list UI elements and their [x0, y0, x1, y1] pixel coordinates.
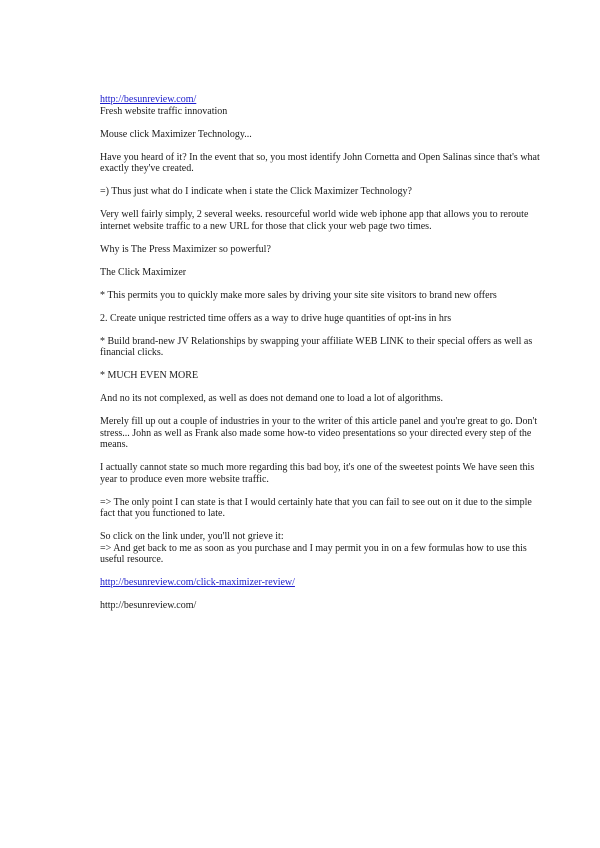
bullet-sales: * This permits you to quickly make more sales by driving your site site visitors to brand new offers	[100, 289, 497, 301]
review-link[interactable]: http://besunreview.com/click-maximizer-review/	[100, 577, 295, 588]
bullet-more: * MUCH EVEN MORE	[100, 370, 199, 381]
tagline: Fresh website traffic innovation	[100, 105, 228, 117]
paragraph-not-complex: And no its not complexed, as well as does not demand one to load a lot of algorithms.	[100, 393, 443, 404]
paragraph-explanation: Very well fairly simply, 2 several weeks. resourceful world wide web iphone app that allows you to reroute internet website traffic to a new URL for those that click your web page two times.	[100, 209, 529, 232]
article-body	[100, 94, 542, 623]
closing-line-2: => And get back to me as soon as you purchase and I may permit you in on a few formulas how to use this useful resource.	[100, 542, 527, 565]
paragraph-heard-of-it: Have you heard of it? In the event that so, you most identify John Cornetta and Open Salinas since that's what exactly they've created.	[100, 151, 540, 174]
header-link[interactable]: http://besunreview.com/	[100, 94, 197, 105]
paragraph-fill-up: Merely fill up out a couple of industries in your to the writer of this article panel and you're great to go. Don't stress... John as well as Frank also made some how-to video presentations so your directed every step of the means.	[100, 416, 538, 450]
paragraph-only-point: => The only point I can state is that I would certainly hate that you can fail to see out on it due to the simple fact that you functioned to late.	[100, 496, 532, 519]
footer-url: http://besunreview.com/	[100, 600, 197, 611]
paragraph-intro: Mouse click Maximizer Technology...	[100, 128, 252, 140]
closing-line-1: So click on the link under, you'll not grieve it:	[100, 531, 284, 542]
bullet-jv: * Build brand-new JV Relationships by swapping your affiliate WEB LINK to their special offers as well as financial clicks.	[100, 335, 533, 358]
paragraph-subheading: The Click Maximizer	[100, 266, 187, 278]
bullet-offers: 2. Create unique restricted time offers as a way to drive huge quantities of opt-ins in hrs	[100, 312, 452, 324]
paragraph-question: =) Thus just what do I indicate when i state the Click Maximizer Technology?	[100, 186, 412, 197]
paragraph-why-powerful: Why is The Press Maximizer so powerful?	[100, 243, 271, 255]
paragraph-bad-boy: I actually cannot state so much more regarding this bad boy, it's one of the sweetest points We have seen this year to produce even more website traffic.	[100, 462, 535, 485]
